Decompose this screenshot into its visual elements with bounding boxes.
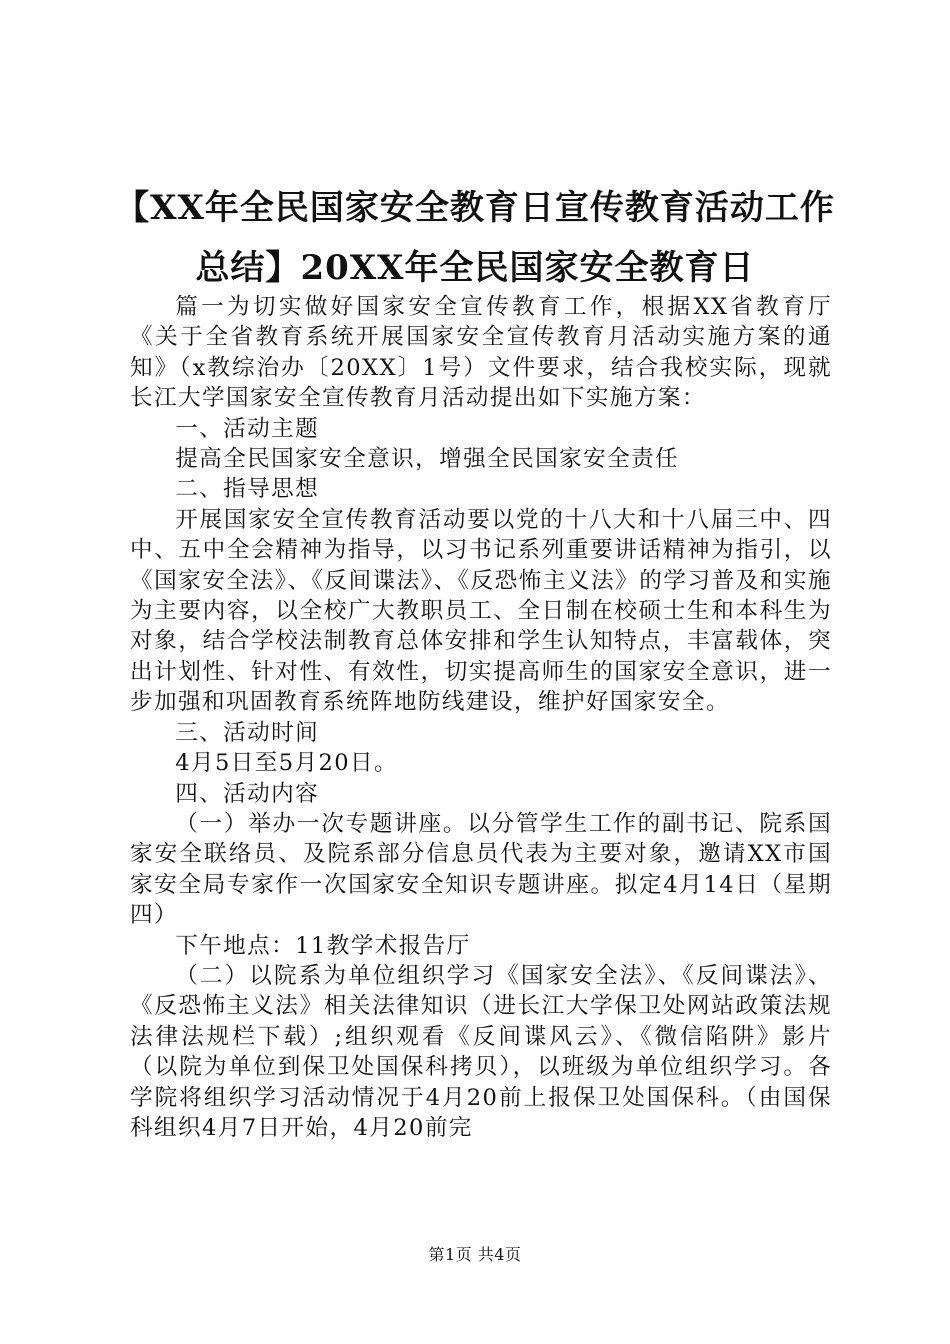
page-footer: 第1页 共4页 xyxy=(428,1245,522,1264)
document-body xyxy=(130,292,832,1143)
paragraph-study: （二）以院系为单位组织学习《国家安全法》、《反间谍法》、《反恐怖主义法》相关法律知识（进长江大学保卫处网站政策法规法律法规栏下载）;组织观看《反间谍风云》、《微信陷阱》影片（以院为单位到保卫处国保科拷贝），以班级为单位组织学习。各学院将组织学习活动情况于4月20前上报保卫处国保科。（由国保科组织4月7日开始，4月20前完 xyxy=(130,962,832,1141)
paragraph-activity-time: 4月5日至5月20日。 xyxy=(175,750,399,777)
paragraph-guiding-thought: 开展国家安全宣传教育活动要以党的十八大和十八届三中、四中、五中全会精神为指导，以习书记系列重要讲话精神为指引，以《国家安全法》、《反间谍法》、《反恐怖主义法》的学习普及和实施为主要内容，以全校广大教职员工、全日制在校硕士生和本科生为对象，结合学校法制教育总体安排和学生认知特点，丰富载体，突出计划性、针对性、有效性，切实提高师生的国家安全意识，进一步加强和巩固教育系统阵地防线建设，维护好国家安全。 xyxy=(130,506,832,716)
paragraph-theme: 提高全民国家安全意识，增强全民国家安全责任 xyxy=(175,446,680,473)
heading-activity-content: 四、活动内容 xyxy=(175,780,320,807)
heading-activity-theme: 一、活动主题 xyxy=(175,415,320,442)
paragraph-lecture: （一）举办一次专题讲座。以分管学生工作的副书记、院系国家安全联络员、及院系部分信息员代表为主要对象，邀请XX市国家安全局专家作一次国家安全知识专题讲座。拟定4月14日（星期四） xyxy=(130,810,832,929)
paragraph-venue: 下午地点：11教学术报告厅 xyxy=(175,932,471,959)
document-title: 【XX年全民国家安全教育日宣传教育活动工作总结】20XX年全民国家安全教育日 xyxy=(115,188,835,288)
heading-activity-time: 三、活动时间 xyxy=(175,719,320,746)
heading-guiding-thought: 二、指导思想 xyxy=(175,476,320,503)
paragraph-intro: 篇一为切实做好国家安全宣传教育工作，根据XX省教育厅《关于全省教育系统开展国家安全宣传教育月活动实施方案的通知》（x教综治办〔20XX〕1号）文件要求，结合我校实际，现就长江大学国家安全宣传教育月活动提出如下实施方案： xyxy=(130,294,832,412)
